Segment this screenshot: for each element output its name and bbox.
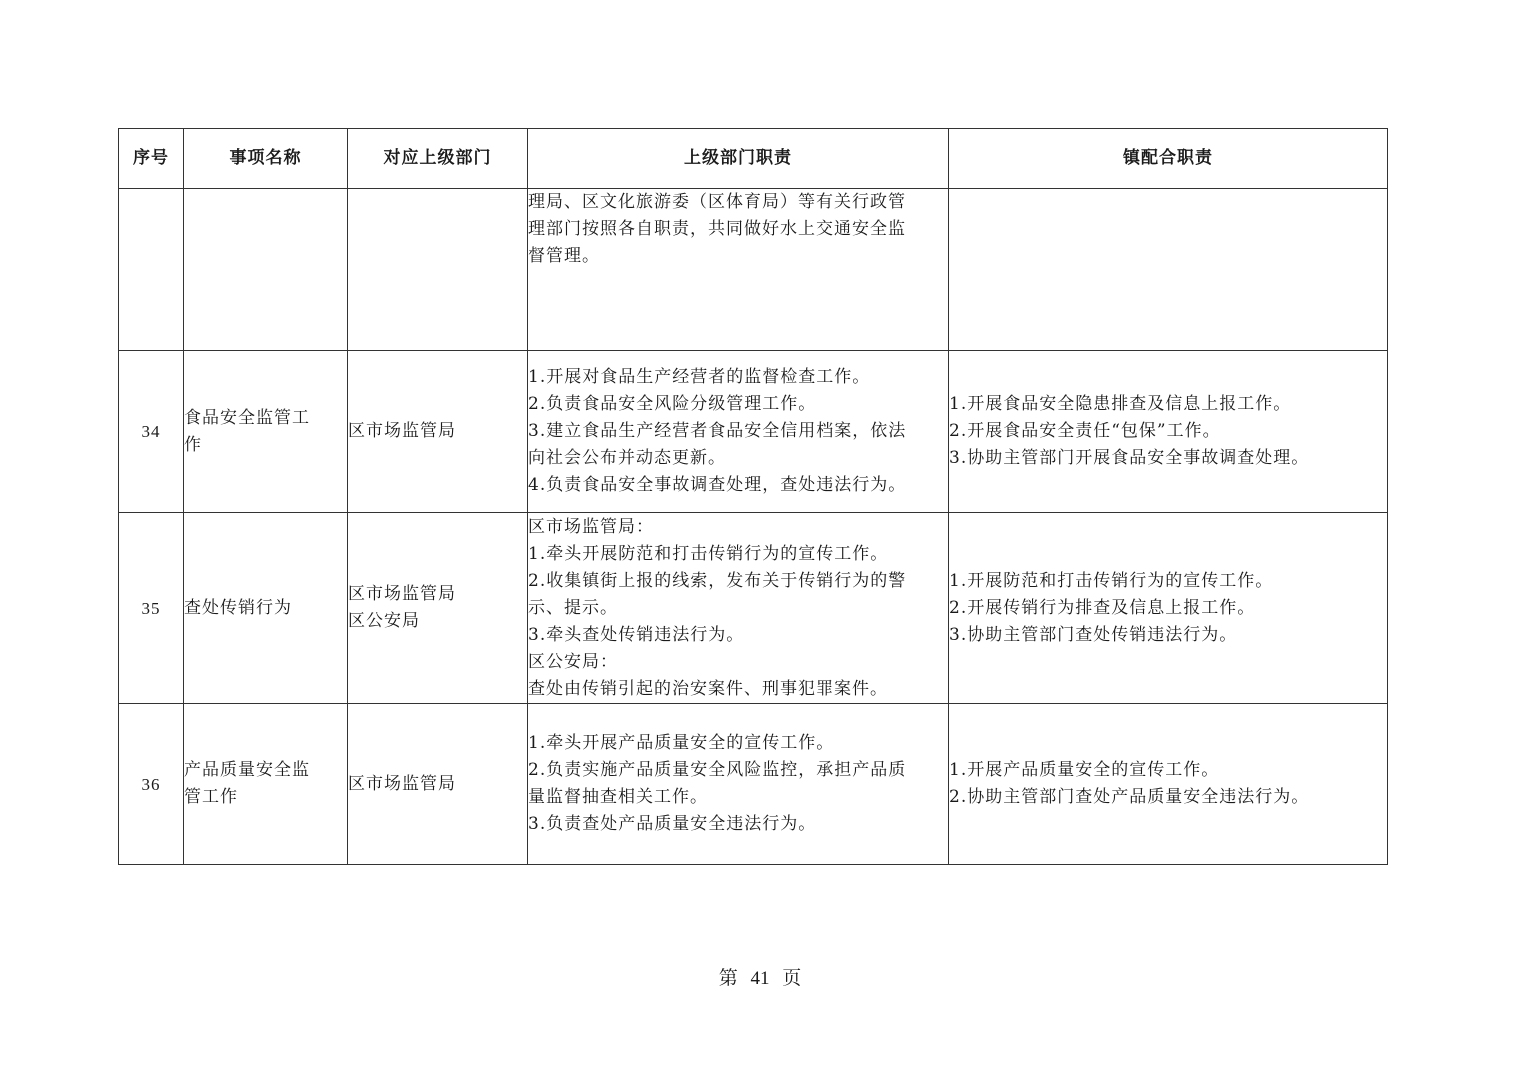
table-header-row <box>119 129 1388 189</box>
town-duty <box>949 704 1388 865</box>
dept-name-line: 区市场监管局 <box>348 584 456 604</box>
town-duty-line: 1.开展防范和打击传销行为的宣传工作。 <box>949 570 1274 591</box>
header-duty: 上级部门职责 <box>528 129 949 189</box>
item-name-line: 管工作 <box>184 787 238 807</box>
row-number: 35 <box>119 513 184 704</box>
item-name <box>184 189 348 351</box>
dept-duty-line: 查处由传销引起的治安案件、刑事犯罪案件。 <box>528 678 888 699</box>
dept-duty-line: 理部门按照各自职责，共同做好水上交通安全监 <box>528 219 906 239</box>
item-name-line: 食品安全监管工 <box>184 407 310 428</box>
dept-duty-line: 示、提示。 <box>528 597 618 618</box>
town-duty-line: 3.协助主管部门查处传销违法行为。 <box>949 624 1238 645</box>
item-name <box>184 351 348 513</box>
dept-duty-line: 2.负责实施产品质量安全风险监控，承担产品质 <box>528 760 907 780</box>
town-duty-line: 2.协助主管部门查处产品质量安全违法行为。 <box>949 787 1310 807</box>
dept-duty-line: 3.负责查处产品质量安全违法行为。 <box>528 814 817 834</box>
dept-name-line: 区公安局 <box>348 611 420 631</box>
dept-duty <box>528 513 949 704</box>
town-duty <box>949 351 1388 513</box>
page-prefix: 第 <box>718 968 738 989</box>
table-row <box>119 704 1388 865</box>
dept-duty-line: 1.牵头开展产品质量安全的宣传工作。 <box>528 733 835 753</box>
header-name: 事项名称 <box>184 129 348 189</box>
dept-name <box>348 513 528 704</box>
item-name-line: 作 <box>184 434 202 455</box>
row-number: 34 <box>119 351 184 513</box>
dept-duty-line: 向社会公布并动态更新。 <box>528 448 726 468</box>
table-row <box>119 189 1388 351</box>
dept-duty-line: 2.收集镇街上报的线索，发布关于传销行为的警 <box>528 570 907 591</box>
dept-duty-line: 1.开展对食品生产经营者的监督检查工作。 <box>528 367 871 387</box>
duty-table <box>118 128 1388 865</box>
page-number <box>0 963 1520 990</box>
dept-duty-line: 4.负责食品安全事故调查处理，查处违法行为。 <box>528 475 907 495</box>
row-number: 36 <box>119 704 184 865</box>
page-value: 41 <box>750 968 770 989</box>
dept-name <box>348 351 528 513</box>
item-name <box>184 704 348 865</box>
dept-name-line: 区市场监管局 <box>348 773 456 794</box>
town-duty-line: 1.开展产品质量安全的宣传工作。 <box>949 760 1220 780</box>
dept-name-line: 区市场监管局 <box>348 421 456 441</box>
dept-duty-line: 区公安局： <box>528 651 618 672</box>
page-suffix: 页 <box>782 968 802 989</box>
header-num: 序号 <box>119 129 184 189</box>
dept-name <box>348 704 528 865</box>
town-duty-line: 3.协助主管部门开展食品安全事故调查处理。 <box>949 448 1310 468</box>
dept-duty-line: 理局、区文化旅游委（区体育局）等有关行政管 <box>528 192 906 212</box>
dept-duty-line: 2.负责食品安全风险分级管理工作。 <box>528 394 817 414</box>
dept-duty <box>528 189 949 351</box>
header-dept: 对应上级部门 <box>348 129 528 189</box>
dept-duty-line: 量监督抽查相关工作。 <box>528 787 708 807</box>
dept-duty-line: 3.牵头查处传销违法行为。 <box>528 624 745 645</box>
dept-duty-line: 1.牵头开展防范和打击传销行为的宣传工作。 <box>528 543 889 564</box>
town-duty-line: 1.开展食品安全隐患排查及信息上报工作。 <box>949 394 1292 414</box>
town-duty-line: 2.开展食品安全责任“包保”工作。 <box>949 421 1221 441</box>
row-number <box>119 189 184 351</box>
dept-duty <box>528 704 949 865</box>
table-row <box>119 351 1388 513</box>
dept-duty <box>528 351 949 513</box>
header-town: 镇配合职责 <box>949 129 1388 189</box>
town-duty <box>949 513 1388 704</box>
town-duty-line: 2.开展传销行为排查及信息上报工作。 <box>949 597 1256 618</box>
item-name <box>184 513 348 704</box>
town-duty <box>949 189 1388 351</box>
item-name-line: 查处传销行为 <box>184 597 292 618</box>
dept-duty-line: 区市场监管局： <box>528 516 654 537</box>
item-name-line: 产品质量安全监 <box>184 760 310 780</box>
dept-duty-line: 3.建立食品生产经营者食品安全信用档案，依法 <box>528 421 907 441</box>
table-row <box>119 513 1388 704</box>
dept-name <box>348 189 528 351</box>
dept-duty-line: 督管理。 <box>528 246 600 266</box>
